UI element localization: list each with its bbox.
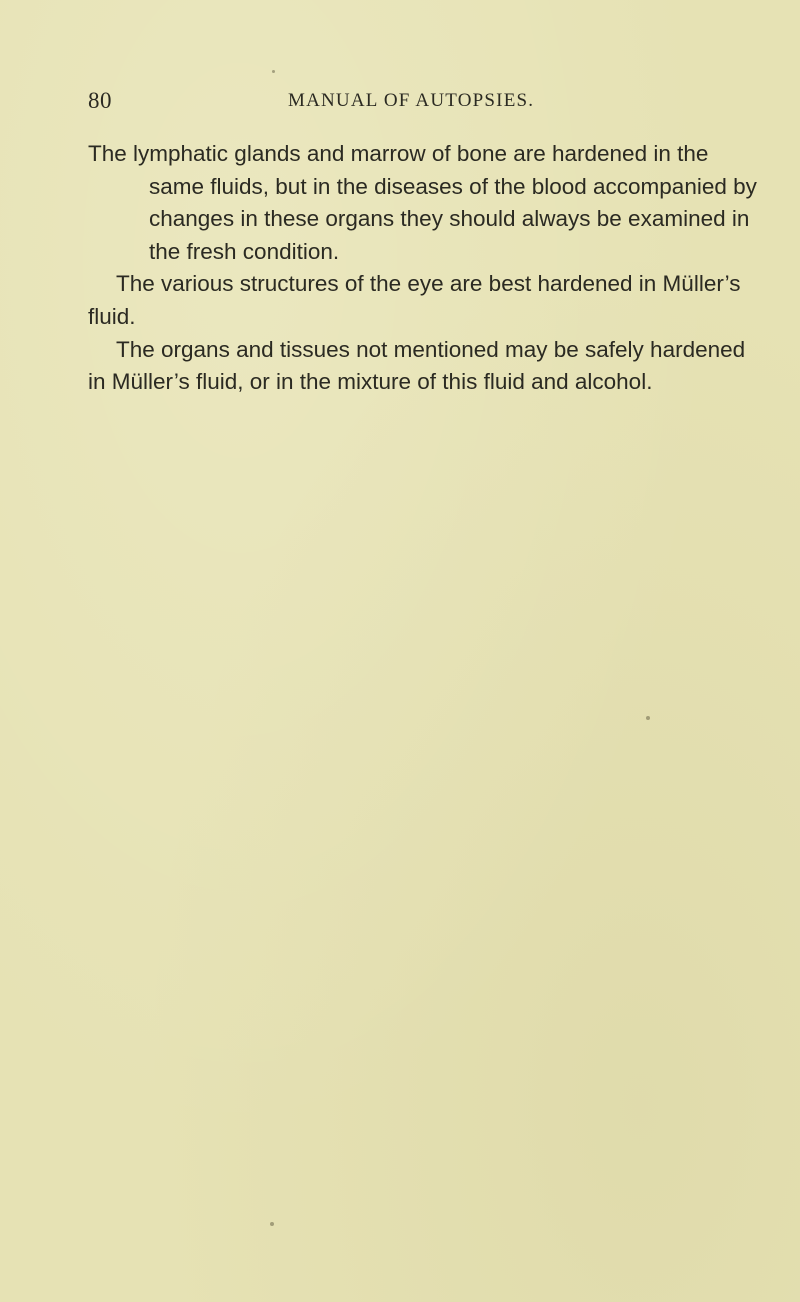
paper-speck [270, 1222, 274, 1226]
running-head: MANUAL OF AUTOPSIES. [288, 90, 535, 111]
paper-speck [272, 70, 275, 73]
paragraph-eye-structures: The various structures of the eye are best hardened in Müller’s fluid. [88, 271, 741, 329]
paragraph-organs-tissues: The organs and tissues not mentioned may be safely hardened in Müller’s fluid, or in the mixture of this fluid and alcohol. [88, 336, 746, 395]
page-header [88, 88, 748, 118]
body-text [88, 138, 760, 399]
page-number: 80 [88, 88, 112, 113]
paper-speck [646, 716, 650, 720]
paragraph-lymphatic-glands: The lymphatic glands and marrow of bone are hardened in the same fluids, but in the diseases of the blood accompanied by changes in these organs they should always be examined in the fresh condition. [88, 141, 757, 264]
